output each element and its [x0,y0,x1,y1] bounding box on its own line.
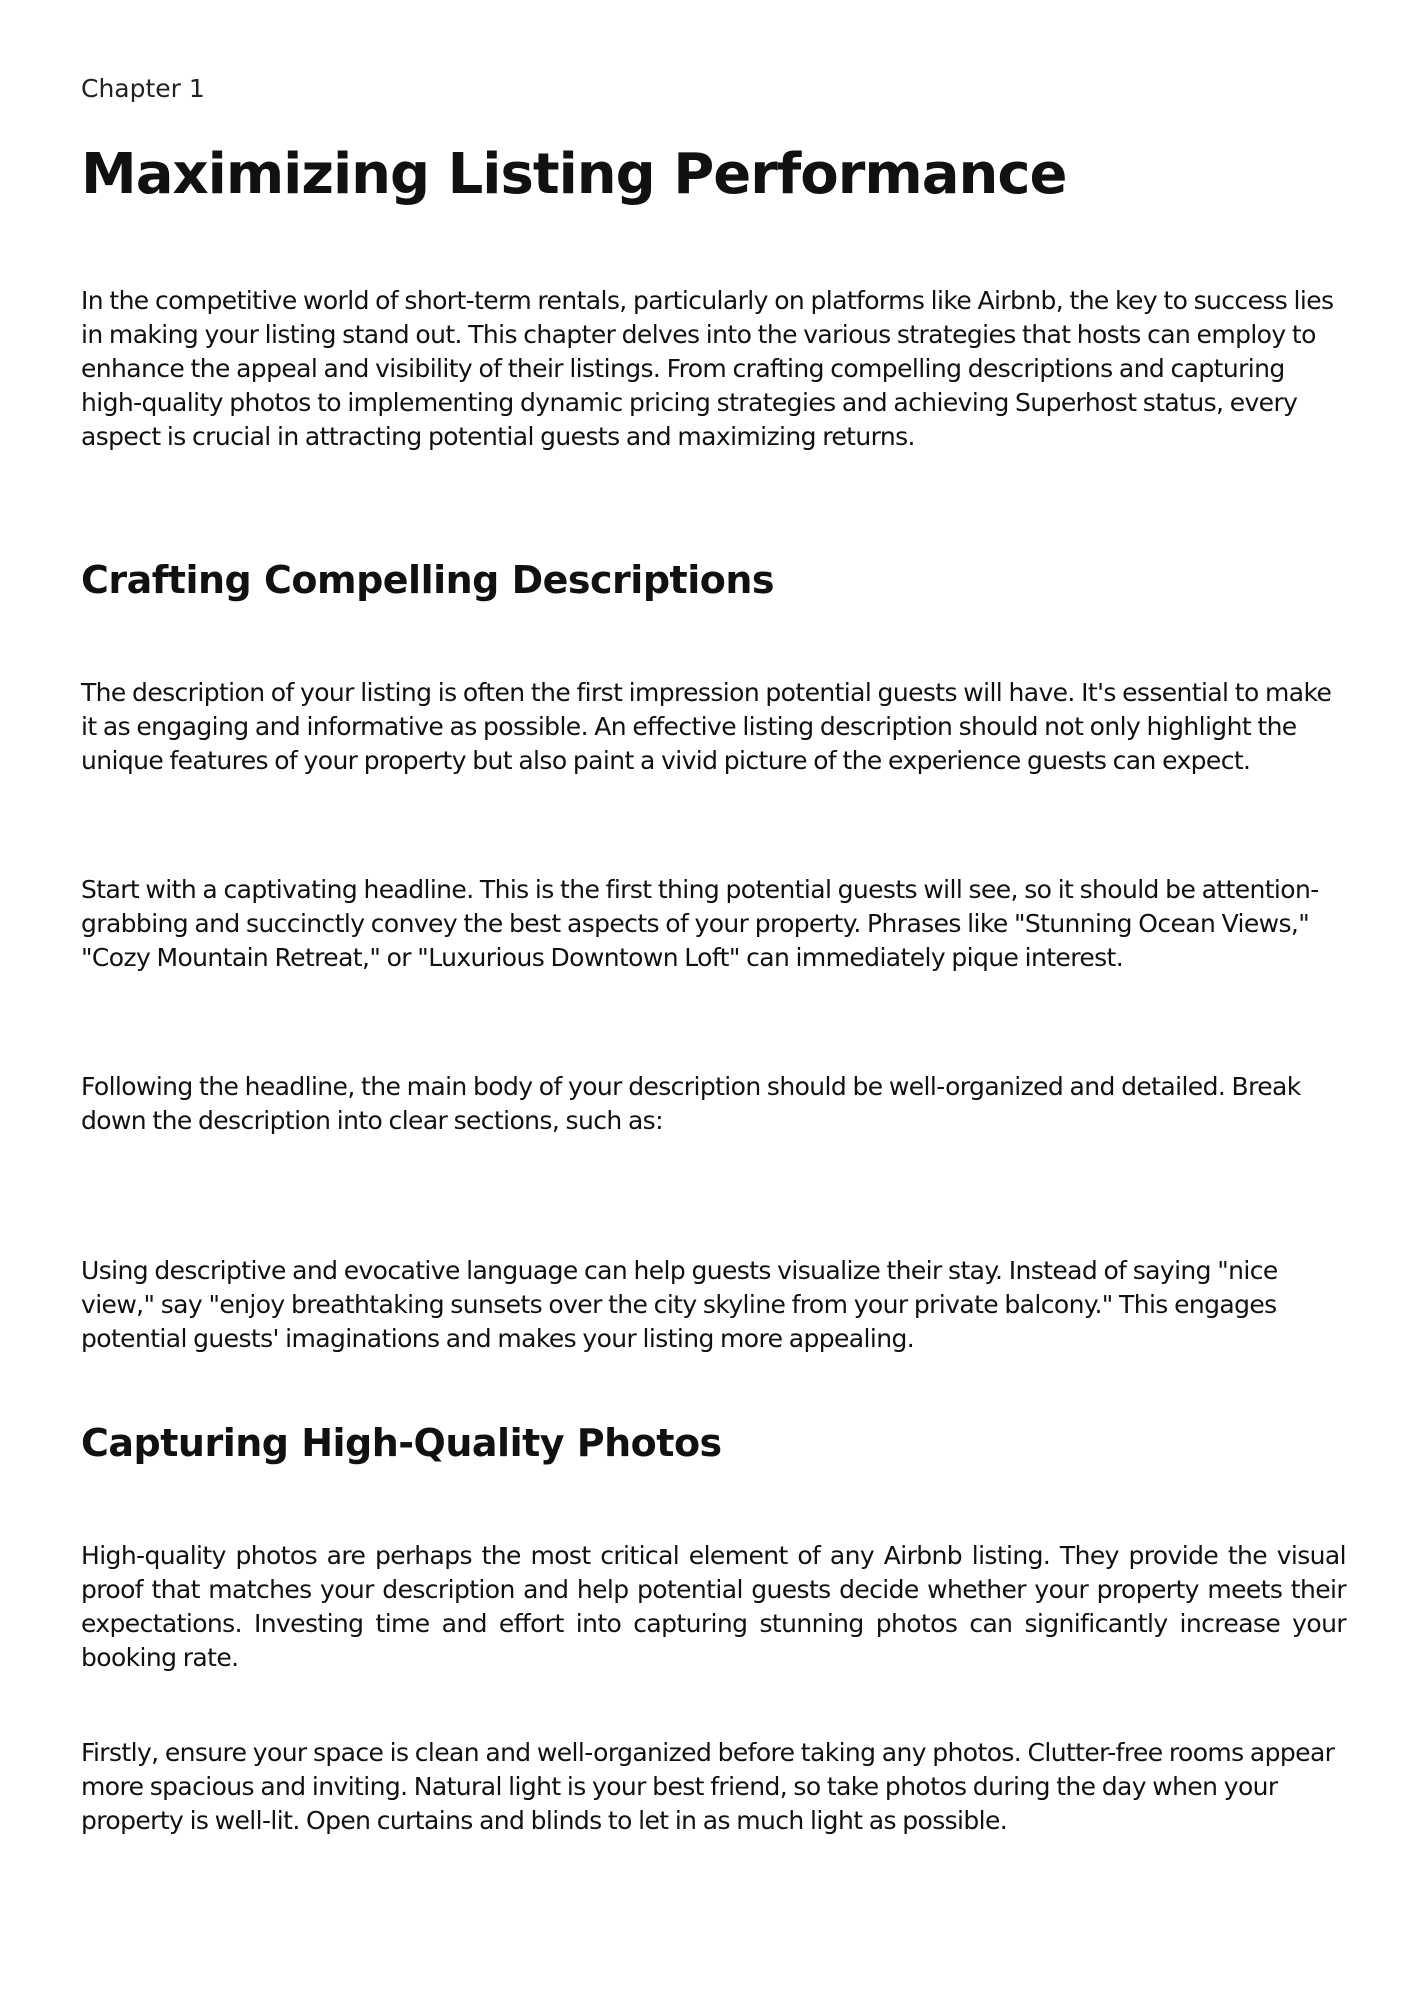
chapter-title: Maximizing Listing Performance [81,142,1067,207]
intro-paragraph: In the competitive world of short-term rentals, particularly on platforms like Airbnb, the key to success lies in making your listing stand out. This chapter delves into the various strategies that hosts can employ to enhance the appeal and visibility of their listings. From crafting compelling descriptions and capturing high-quality photos to implementing dynamic pricing strategies and achieving Superhost status, every aspect is crucial in attracting potential guests and maximizing returns. [81,286,1334,451]
descriptions-paragraph-4: Using descriptive and evocative language can help guests visualize their stay. Instead of saying "nice view," say "enjoy breathtaking sunsets over the city skyline from your private balcony." This engages potential guests' imaginations and makes your listing more appealing. [81,1256,1278,1353]
descriptions-paragraph-1: The description of your listing is often the first impression potential guests will have. It's essential to make it as engaging and informative as possible. An effective listing description should not only highlight the unique features of your property but also paint a vivid picture of the experience guests can expect. [81,678,1332,775]
photos-paragraph-1: High-quality photos are perhaps the most critical element of any Airbnb listing. They provide the visual proof that matches your description and help potential guests decide whether your property meets their expectations. Investing time and effort into capturing stunning photos can significantly increase your booking rate. [81,1541,1346,1672]
descriptions-paragraph-3: Following the headline, the main body of your description should be well-organized and detailed. Break down the description into clear sections, such as: [81,1072,1301,1135]
photos-paragraph-2: Firstly, ensure your space is clean and well-organized before taking any photos. Clutter-free rooms appear more spacious and inviting. Natural light is your best friend, so take photos during the day when your property is well-lit. Open curtains and blinds to let in as much light as possible. [81,1738,1335,1835]
descriptions-paragraph-2: Start with a captivating headline. This is the first thing potential guests will see, so it should be attention-grabbing and succinctly convey the best aspects of your property. Phrases like "Stunning Ocean Views," "Cozy Mountain Retreat," or "Luxurious Downtown Loft" can immediately pique interest. [81,875,1319,972]
section-heading-photos: Capturing High-Quality Photos [81,1421,722,1465]
chapter-label: Chapter 1 [81,74,205,103]
section-heading-descriptions: Crafting Compelling Descriptions [81,558,774,602]
